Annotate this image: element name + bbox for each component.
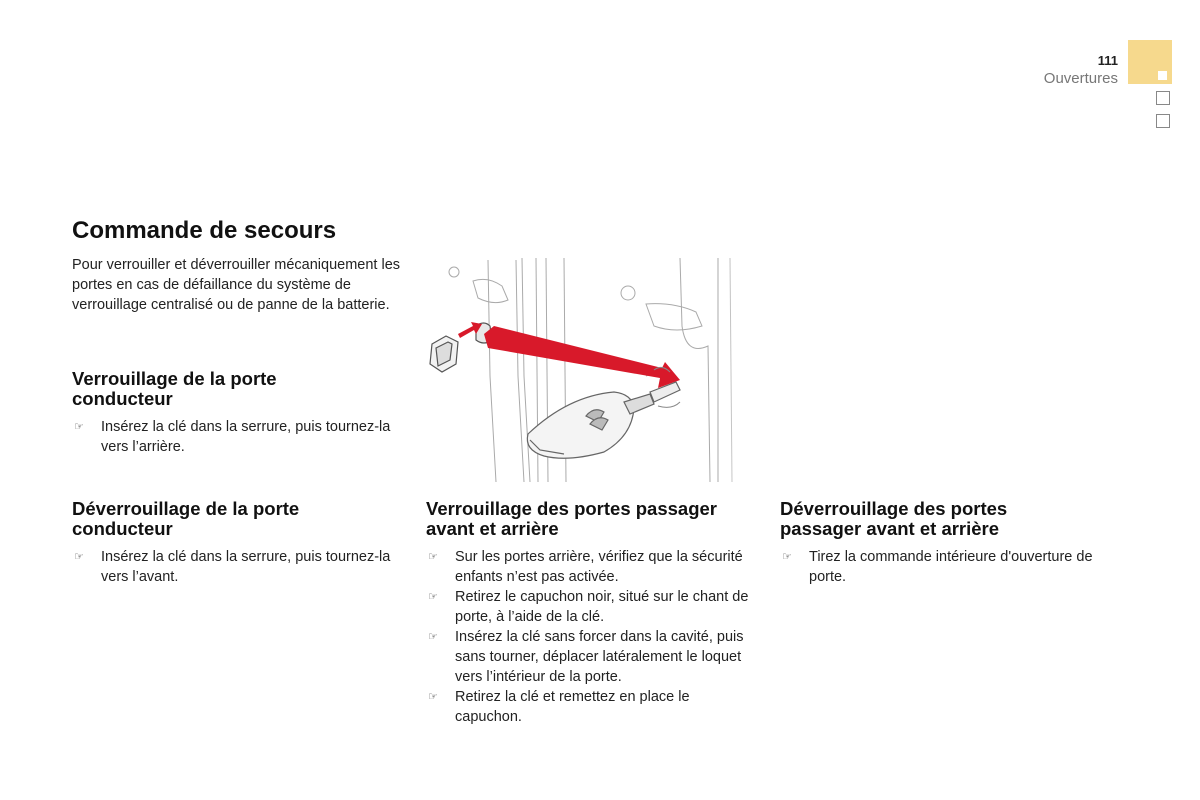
- page-number: 111: [1097, 53, 1118, 68]
- list-item: [72, 547, 402, 587]
- section-heading: Verrouillage de la porte conducteur: [72, 368, 277, 409]
- list-item: [426, 627, 752, 687]
- pointing-hand-icon: ☞: [428, 631, 438, 643]
- section-tab-box: [1156, 114, 1170, 128]
- step-list: [72, 417, 402, 457]
- list-item: [426, 687, 752, 727]
- step-list: [426, 547, 752, 727]
- step-list: [780, 547, 1100, 587]
- step-text: Tirez la commande intérieure d'ouverture de porte.: [809, 549, 1093, 585]
- step-text: Insérez la clé sans forcer dans la cavité, puis sans tourner, déplacer latéralement le loquet vers l’intérieur de la porte.: [455, 629, 744, 685]
- list-item: [426, 587, 752, 627]
- step-text: Insérez la clé dans la serrure, puis tournez-la vers l’avant.: [101, 549, 391, 585]
- list-item: [72, 417, 402, 457]
- step-text: Retirez le capuchon noir, situé sur le chant de porte, à l’aide de la clé.: [455, 589, 749, 625]
- page-title: Commande de secours: [72, 217, 337, 244]
- pointing-hand-icon: ☞: [782, 551, 792, 563]
- emergency-key-illustration: [418, 256, 756, 486]
- list-item: [780, 547, 1100, 587]
- list-item: [426, 547, 752, 587]
- pointing-hand-icon: ☞: [428, 551, 438, 563]
- section-heading: Déverrouillage de la porte conducteur: [72, 498, 300, 539]
- step-text: Retirez la clé et remettez en place le capuchon.: [455, 689, 690, 725]
- section-heading: Verrouillage des portes passager avant et arrière: [426, 498, 717, 539]
- pointing-hand-icon: ☞: [74, 421, 84, 433]
- step-text: Insérez la clé dans la serrure, puis tournez-la vers l’arrière.: [101, 419, 391, 455]
- step-list: [72, 547, 402, 587]
- pointing-hand-icon: ☞: [74, 551, 84, 563]
- section-tab-box: [1156, 91, 1170, 105]
- intro-paragraph: Pour verrouiller et déverrouiller mécaniquement les portes en cas de défaillance du système de verrouillage centralisé ou de panne de la batterie.: [72, 257, 401, 313]
- step-text: Sur les portes arrière, vérifiez que la sécurité enfants n’est pas activée.: [455, 549, 743, 585]
- pointing-hand-icon: ☞: [428, 591, 438, 603]
- section-label: Ouvertures: [1043, 70, 1118, 87]
- pointing-hand-icon: ☞: [428, 691, 438, 703]
- section-tab-dot: [1158, 71, 1167, 80]
- section-heading: Déverrouillage des portes passager avant et arrière: [780, 498, 1008, 539]
